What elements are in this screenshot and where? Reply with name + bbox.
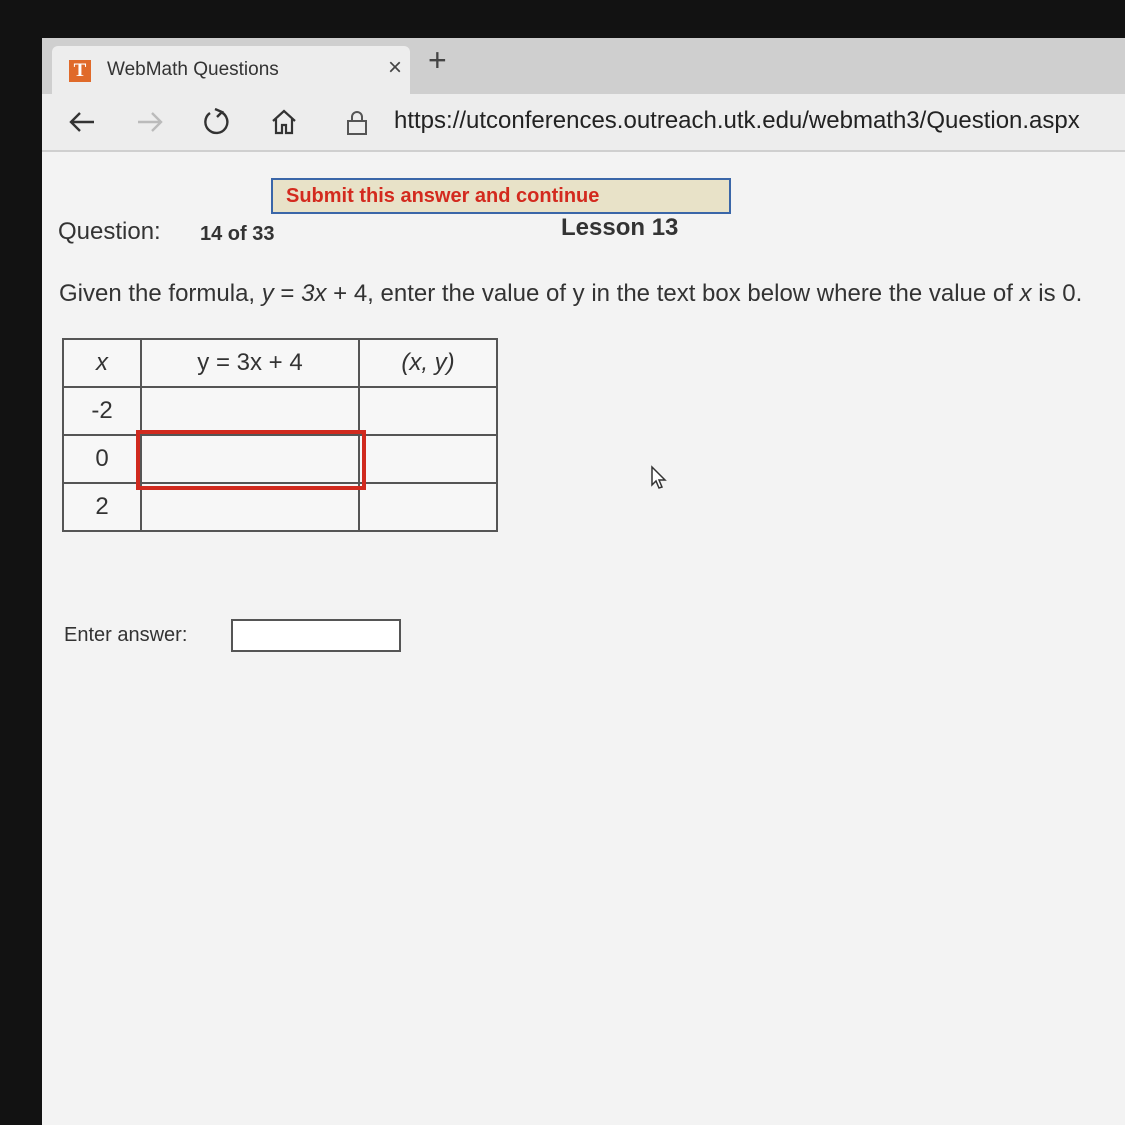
prompt-var-y: y bbox=[261, 280, 274, 307]
page-content bbox=[42, 152, 1125, 1125]
question-prompt bbox=[59, 280, 1082, 308]
question-count: 14 of 33 bbox=[200, 223, 275, 245]
tab-webmath[interactable] bbox=[52, 46, 410, 94]
answer-label: Enter answer: bbox=[64, 624, 188, 646]
highlighted-y-cell[interactable] bbox=[141, 435, 359, 483]
submit-answer-button[interactable]: Submit this answer and continue bbox=[271, 178, 731, 214]
column-header-x: x bbox=[63, 339, 141, 387]
y-value-cell bbox=[141, 387, 359, 435]
forward-arrow-icon bbox=[136, 110, 164, 134]
lock-icon bbox=[346, 110, 368, 136]
back-button[interactable] bbox=[62, 102, 102, 142]
refresh-button[interactable] bbox=[196, 102, 236, 142]
pair-cell bbox=[359, 435, 497, 483]
table-header-row bbox=[63, 339, 497, 387]
values-table bbox=[62, 338, 498, 532]
prompt-text: = bbox=[273, 280, 302, 307]
x-value-cell: -2 bbox=[63, 387, 141, 435]
question-label: Question: bbox=[58, 218, 161, 245]
x-value-cell: 2 bbox=[63, 483, 141, 531]
address-bar[interactable] bbox=[332, 98, 1122, 146]
x-value-cell: 0 bbox=[63, 435, 141, 483]
close-tab-icon[interactable]: × bbox=[388, 54, 403, 81]
answer-input[interactable] bbox=[231, 619, 401, 652]
prompt-var-x: x bbox=[1019, 280, 1032, 307]
table-row bbox=[63, 387, 497, 435]
title-bar bbox=[42, 38, 1125, 94]
lesson-title: Lesson 13 bbox=[561, 214, 679, 241]
column-header-pair: (x, y) bbox=[359, 339, 497, 387]
favicon-icon: T bbox=[69, 60, 91, 82]
refresh-icon bbox=[202, 108, 230, 136]
mouse-pointer-icon bbox=[650, 465, 668, 491]
prompt-text: Given the formula, bbox=[59, 280, 262, 307]
pair-cell bbox=[359, 387, 497, 435]
prompt-text: + 4, enter the value of y in the text box below where the value of bbox=[326, 280, 1020, 307]
browser-window bbox=[42, 38, 1125, 1125]
highlight-box bbox=[136, 430, 366, 490]
browser-toolbar bbox=[42, 94, 1125, 152]
new-tab-button[interactable]: + bbox=[428, 42, 447, 78]
table-row bbox=[63, 483, 497, 531]
prompt-expr: 3x bbox=[301, 280, 327, 307]
back-arrow-icon bbox=[68, 110, 96, 134]
y-value-cell bbox=[141, 483, 359, 531]
pair-cell bbox=[359, 483, 497, 531]
url-text: https://utconferences.outreach.utk.edu/webmath3/Question.aspx bbox=[394, 107, 1080, 134]
tab-title: WebMath Questions bbox=[107, 59, 279, 80]
home-icon bbox=[270, 108, 298, 136]
home-button[interactable] bbox=[264, 102, 304, 142]
table-row bbox=[63, 435, 497, 483]
forward-button[interactable] bbox=[130, 102, 170, 142]
prompt-text: is 0. bbox=[1031, 280, 1083, 307]
column-header-formula: y = 3x + 4 bbox=[141, 339, 359, 387]
